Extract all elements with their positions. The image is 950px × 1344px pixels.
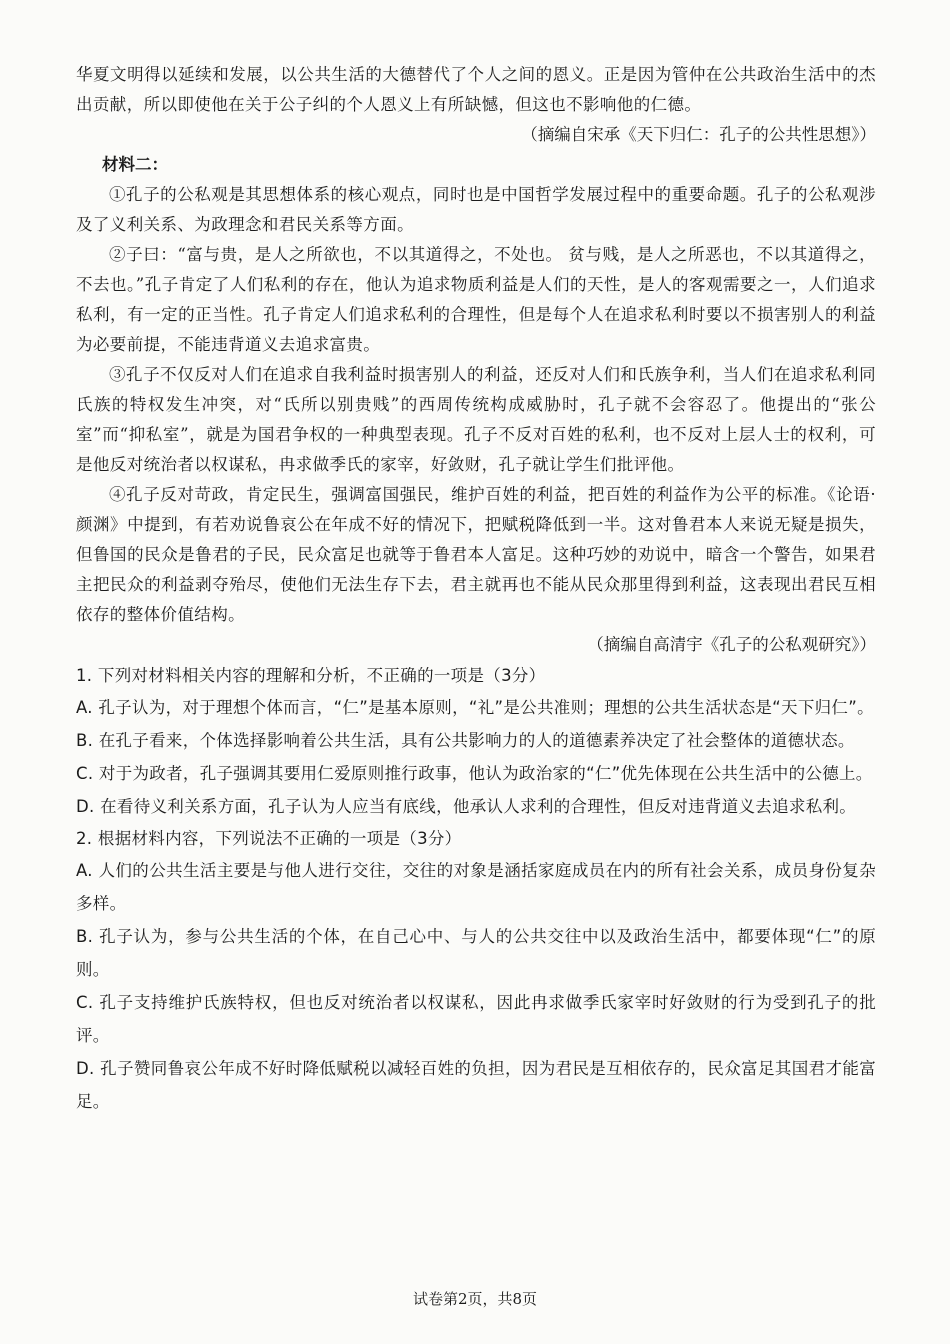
question-1 — [76, 660, 876, 823]
material1-source: （摘编自宋承《天下归仁：孔子的公共性思想》） — [521, 125, 876, 144]
material1-section — [76, 60, 876, 150]
question-option: A. 孔子认为，对于理想个体而言，“仁”是基本原则，“礼”是公共准则；理想的公共生活状态是“天下归仁”。 — [76, 698, 874, 717]
material1-continuation: 华夏文明得以延续和发展，以公共生活的大德替代了个人之间的恩义。正是因为管仲在公共政治生活中的杰出贡献，所以即使他在关于公子纠的个人恩义上有所缺憾，但这也不影响他的仁德。 — [76, 65, 876, 114]
question-option: D. 在看待义利关系方面，孔子认为人应当有底线，他承认人求利的合理性，但反对违背道义去追求私利。 — [76, 797, 857, 816]
question-2 — [76, 823, 876, 1118]
question-option: B. 在孔子看来，个体选择影响着公共生活，具有公共影响力的人的道德素养决定了社会整体的道德状态。 — [76, 731, 855, 750]
material2-source: （摘编自高清宇《孔子的公私观研究》） — [587, 635, 876, 654]
question-option: B. 孔子认为，参与公共生活的个体，在自己心中、与人的公共交往中以及政治生活中，都要体现“仁”的原则。 — [76, 927, 876, 979]
material2-heading: 材料二： — [102, 155, 168, 174]
page-footer: 试卷第2页，共8页 — [412, 1290, 538, 1308]
question-option: C. 孔子支持维护氏族特权，但也反对统治者以权谋私，因此冉求做季氏家宰时好敛财的行为受到孔子的批评。 — [76, 993, 876, 1045]
question-option: C. 对于为政者，孔子强调其要用仁爱原则推行政事，他认为政治家的“仁”优先体现在公共生活中的公德上。 — [76, 764, 873, 783]
material2-paragraph-1: ①孔子的公私观是其思想体系的核心观点，同时也是中国哲学发展过程中的重要命题。孔子的公私观涉及了义利关系、为政理念和君民关系等方面。 — [76, 185, 876, 234]
question-option: A. 人们的公共生活主要是与他人进行交往，交往的对象是涵括家庭成员在内的所有社会关系，成员身份复杂多样。 — [76, 861, 876, 913]
material2-paragraph-2: ②子曰：“富与贵，是人之所欲也，不以其道得之，不处也。 贫与贱，是人之所恶也，不以其道得之，不去也。”孔子肯定了人们私利的存在，他认为追求物质利益是人们的天性，是人的客观需要之一，人们追求私利，有一定的正当性。孔子肯定人们追求私利的合理性，但是每个人在追求私利时要以不损害别人的利益为必要前提，不能违背道义去追求富贵。 — [76, 245, 876, 354]
question-stem: 1. 下列对材料相关内容的理解和分析，不正确的一项是（3分） — [76, 666, 546, 685]
material2-paragraph-4: ④孔子反对苛政，肯定民生，强调富国强民，维护百姓的利益，把百姓的利益作为公平的标准。《论语·颜渊》中提到，有若劝说鲁哀公在年成不好的情况下，把赋税降低到一半。这对鲁君本人来说无疑是损失，但鲁国的民众是鲁君的子民，民众富足也就等于鲁君本人富足。这种巧妙的劝说中，暗含一个警告，如果君主把民众的利益剥夺殆尽，使他们无法生存下去，君主就再也不能从民众那里得到利益，这表现出君民互相依存的整体价值结构。 — [76, 485, 876, 624]
question-option: D. 孔子赞同鲁哀公年成不好时降低赋税以减轻百姓的负担，因为君民是互相依存的，民众富足其国君才能富足。 — [76, 1059, 876, 1111]
material2-paragraph-3: ③孔子不仅反对人们在追求自我利益时损害别人的利益，还反对人们和氏族争利，当人们在追求私利同氏族的特权发生冲突，对“氏所以别贵贱”的西周传统构成威胁时，孔子就不会容忍了。他提出的“张公室”而“抑私室”，就是为国君争权的一种典型表现。孔子不反对百姓的私利，也不反对上层人士的权利，可是他反对统治者以权谋私，冉求做季氏的家宰，好敛财，孔子就让学生们批评他。 — [76, 365, 876, 474]
question-stem: 2. 根据材料内容，下列说法不正确的一项是（3分） — [76, 829, 462, 848]
questions-section — [76, 660, 876, 1118]
material2-section — [76, 150, 876, 660]
